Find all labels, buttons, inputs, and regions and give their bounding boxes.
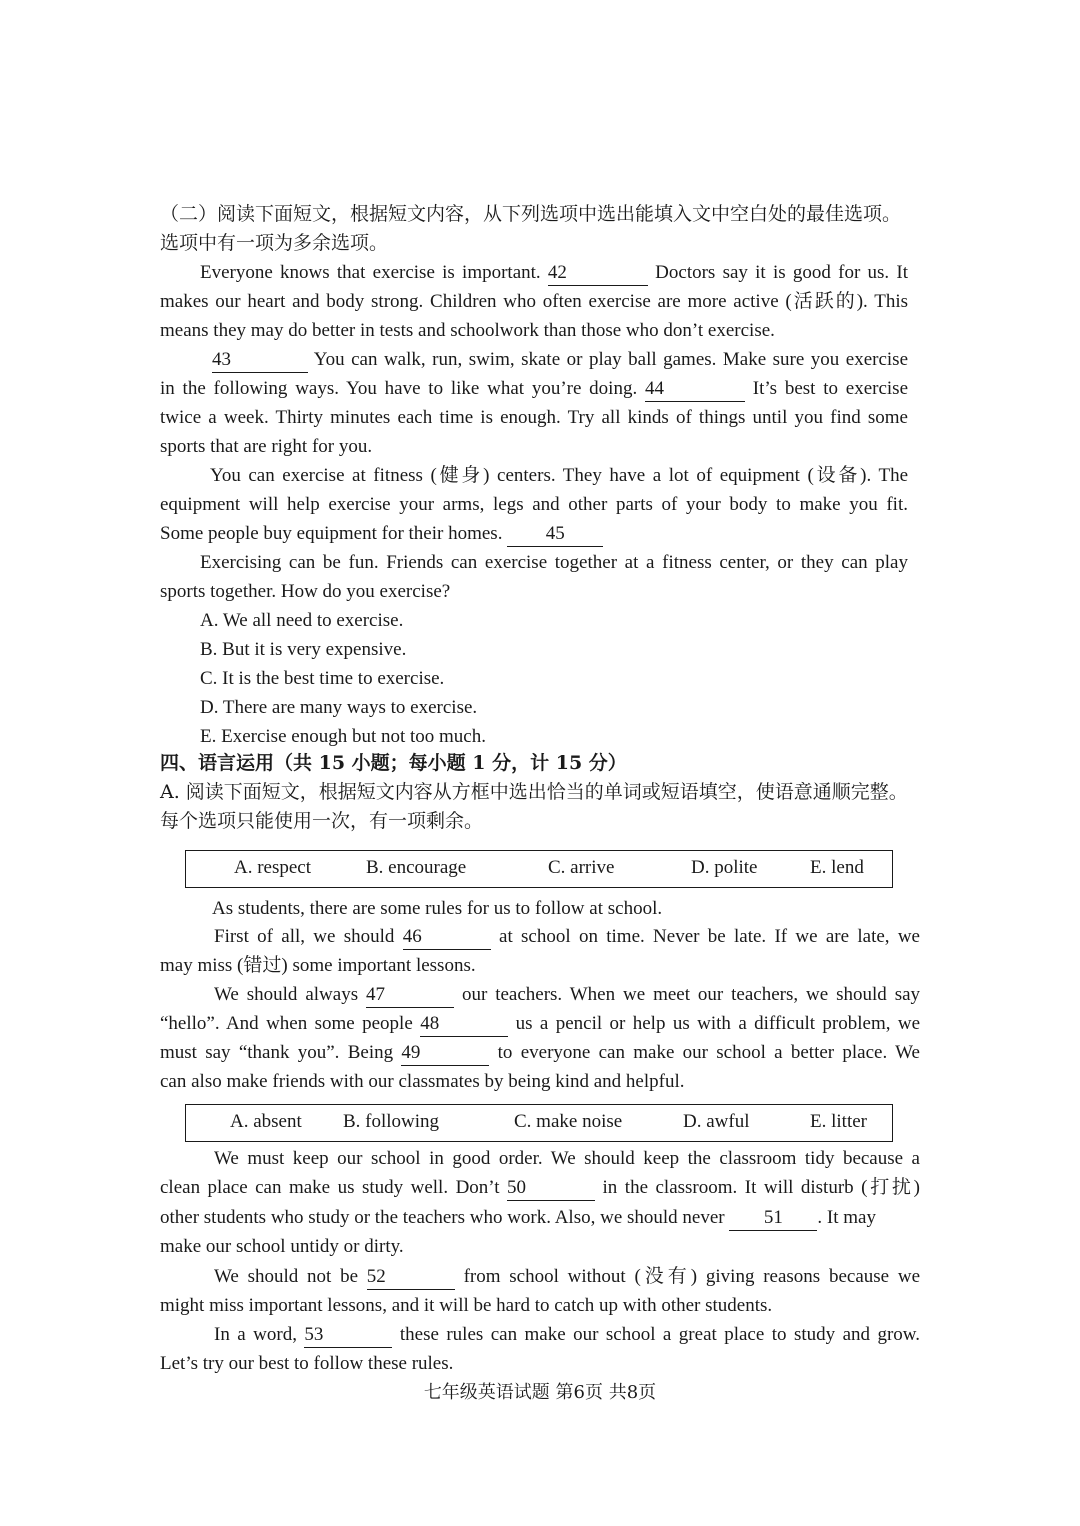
passage-text: Some people buy equipment for their homes. — [160, 523, 503, 544]
absent-line2: might miss important lessons, and it will be hard to catch up with other students. — [160, 1295, 773, 1316]
word-box-1 — [185, 850, 893, 888]
passage-text: . It may — [817, 1207, 876, 1228]
word-box-option: A. absent — [230, 1111, 302, 1132]
blank-48[interactable]: 48 — [420, 1013, 508, 1037]
passage-text: We should always — [214, 984, 359, 1005]
conclusion-line2: Let’s try our best to follow these rules. — [160, 1353, 454, 1374]
passage-text: from school without (没有) giving reasons because we — [463, 1266, 921, 1287]
rules-line2 — [214, 922, 920, 951]
word-box-option: C. make noise — [514, 1111, 623, 1132]
passage-text: must say “thank you”. Being — [160, 1042, 394, 1063]
passage-text: You can walk, run, swim, skate or play ball games. Make sure you exercise — [313, 349, 909, 370]
passage-text: these rules can make our school a great place to study and grow. — [399, 1324, 921, 1345]
passage-text: clean place can make us study well. Don’t — [160, 1177, 500, 1198]
passage-text: in the classroom. It will disturb (打扰) — [602, 1177, 920, 1198]
blank-45[interactable]: 45 — [507, 523, 603, 547]
passage3-line2: equipment will help exercise your arms, legs and other parts of your body to make you fit. — [160, 494, 908, 515]
section4-a-instruction-line2: 每个选项只能使用一次，有一项剩余。 — [160, 810, 484, 832]
conclusion-line1 — [214, 1320, 920, 1349]
blank-47[interactable]: 47 — [366, 984, 454, 1008]
blank-50[interactable]: 50 — [507, 1177, 595, 1201]
passage3-line1: You can exercise at fitness (健身) centers. They have a lot of equipment (设备). The — [210, 465, 908, 486]
passage2-line2 — [160, 374, 908, 403]
passage-text: in the following ways. You have to like what you’re doing. — [160, 378, 638, 399]
word-box-option: B. following — [343, 1111, 440, 1132]
rules-line5 — [160, 1009, 920, 1038]
option-c: C. It is the best time to exercise. — [200, 668, 445, 689]
section2-instruction-line2: 选项中有一项为多余选项。 — [160, 232, 389, 254]
passage1-line1 — [200, 258, 908, 287]
rules-line7: can also make friends with our classmates by being kind and helpful. — [160, 1071, 685, 1092]
rules-line3: may miss (错过) some important lessons. — [160, 955, 476, 976]
passage-text: It’s best to exercise — [752, 378, 908, 399]
word-box-option: D. awful — [683, 1111, 750, 1132]
passage-text: us a pencil or help us with a difficult problem, we — [515, 1013, 921, 1034]
passage-text: We should not be — [214, 1266, 359, 1287]
passage1-line3: means they may do better in tests and schoolwork than those who don’t exercise. — [160, 320, 775, 341]
passage4-line1: Exercising can be fun. Friends can exercise together at a fitness center, or they can play — [200, 552, 908, 573]
passage4-line2: sports together. How do you exercise? — [160, 581, 451, 602]
option-b: B. But it is very expensive. — [200, 639, 407, 660]
passage2-line4: sports that are right for you. — [160, 436, 373, 457]
word-box-option: B. encourage — [366, 857, 467, 878]
blank-52[interactable]: 52 — [367, 1266, 455, 1290]
option-a: A. We all need to exercise. — [200, 610, 404, 631]
passage-text: In a word, — [214, 1324, 297, 1345]
page-footer: 七年级英语试题 第6页 共8页 — [423, 1382, 657, 1403]
absent-line1 — [214, 1262, 920, 1291]
passage-text: Doctors say it is good for us. It — [655, 262, 909, 283]
blank-51[interactable]: 51 — [729, 1207, 817, 1231]
blank-44[interactable]: 44 — [645, 378, 745, 402]
option-d: D. There are many ways to exercise. — [200, 697, 478, 718]
blank-49[interactable]: 49 — [401, 1042, 489, 1066]
word-box-option: C. arrive — [548, 857, 615, 878]
order-line1: We must keep our school in good order. We should keep the classroom tidy because a — [214, 1148, 920, 1169]
passage3-line3 — [160, 519, 603, 548]
order-line3 — [160, 1203, 876, 1232]
passage-text: to everyone can make our school a better place. We — [497, 1042, 920, 1063]
passage-text: Everyone knows that exercise is important. — [200, 262, 541, 283]
passage-text: other students who study or the teachers who work. Also, we should never — [160, 1207, 725, 1228]
rules-line1: As students, there are some rules for us to follow at school. — [212, 898, 663, 919]
word-box-option: E. lend — [810, 857, 864, 878]
blank-42[interactable]: 42 — [548, 262, 648, 286]
word-box-2 — [185, 1104, 893, 1142]
passage-text: at school on time. Never be late. If we are late, we — [499, 926, 920, 947]
order-line4: make our school untidy or dirty. — [160, 1236, 404, 1257]
passage-text: “hello”. And when some people — [160, 1013, 413, 1034]
passage-text: our teachers. When we meet our teachers, we should say — [461, 984, 921, 1005]
order-line2 — [160, 1173, 920, 1202]
section2-instruction-line1: （二）阅读下面短文，根据短文内容，从下列选项中选出能填入文中空白处的最佳选项。 — [160, 203, 902, 225]
rules-line4 — [214, 980, 920, 1009]
passage2-line3: twice a week. Thirty minutes each time is enough. Try all kinds of things until you find some — [160, 407, 908, 428]
section4-a-instruction-line1: A. 阅读下面短文，根据短文内容从方框中选出恰当的单词或短语填空，使语意通顺完整。 — [160, 781, 908, 803]
option-e: E. Exercise enough but not too much. — [200, 726, 486, 747]
passage-text: First of all, we should — [214, 926, 395, 947]
blank-43[interactable]: 43 — [212, 349, 308, 373]
word-box-option: A. respect — [234, 857, 312, 878]
passage2-line1 — [212, 345, 908, 374]
word-box-option: E. litter — [810, 1111, 867, 1132]
word-box-option: D. polite — [691, 857, 758, 878]
passage1-line2: makes our heart and body strong. Children who often exercise are more active (活跃的). This — [160, 291, 908, 312]
blank-46[interactable]: 46 — [403, 926, 491, 950]
blank-53[interactable]: 53 — [304, 1324, 392, 1348]
section4-heading: 四、语言运用（共 15 小题；每小题 1 分，计 15 分） — [160, 752, 627, 774]
rules-line6 — [160, 1038, 920, 1067]
